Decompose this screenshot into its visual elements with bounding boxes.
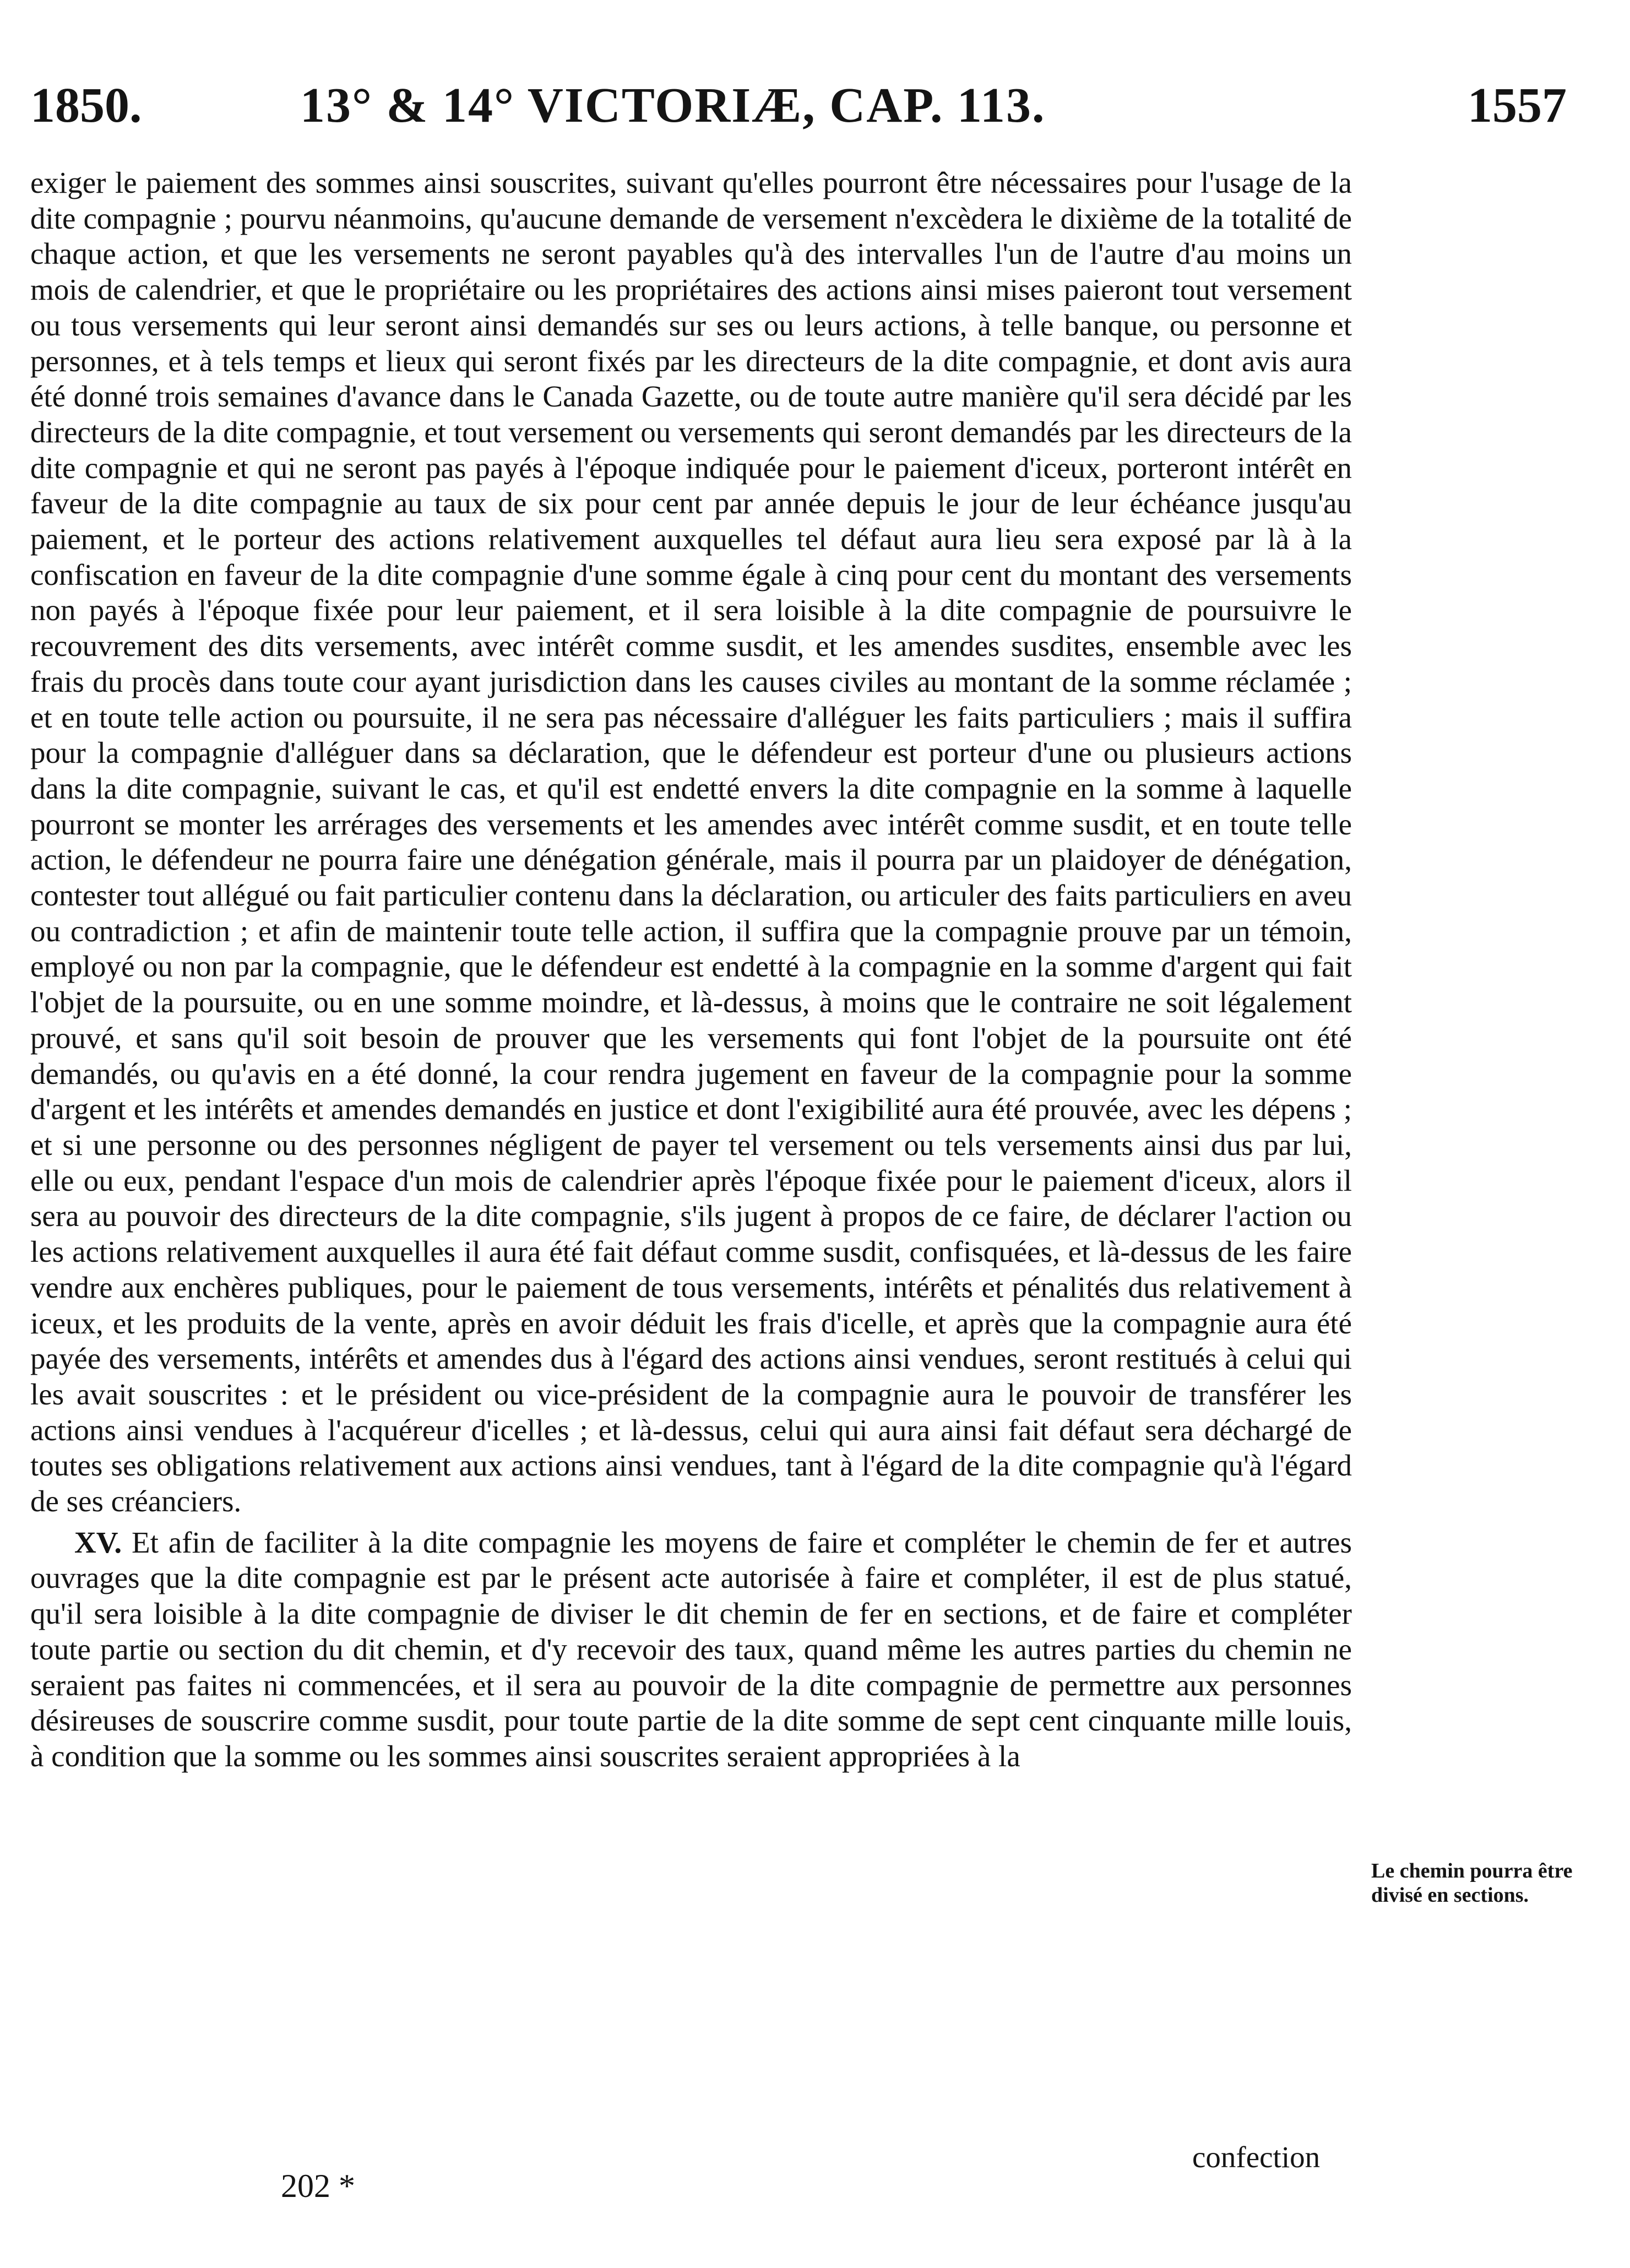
header-year: 1850.	[30, 78, 142, 133]
running-header	[30, 77, 1567, 143]
body-text	[30, 165, 1352, 1775]
header-title: 13° & 14° VICTORIÆ, CAP. 113.	[300, 78, 1046, 133]
page-number: 1557	[1468, 78, 1567, 133]
margin-note: Le chemin pourra être divisé en sections.	[1371, 1859, 1573, 1907]
catchword: confection	[1192, 2140, 1321, 2174]
section-text: Et afin de faciliter à la dite compagnie les moyens de faire et compléter le chemin de fer et autres ouvrages que la dite compagnie est par le présent acte autorisée à faire et compléter, il est de plus statué, qu'il sera loisible à la dite compagnie de diviser le dit chemin de fer en sections, et de faire et compléter toute partie ou section du dit chemin, et d'y recevoir des taux, quand même les autres parties du chemin ne seraient pas faites ni commencées, et il sera au pouvoir de la dite compagnie de permettre aux personnes désireuses de souscrire comme susdit, pour toute partie de la dite somme de sept cent cinquante mille louis, à condition que la somme ou les sommes ainsi souscrites seraient appropriées à la	[30, 1525, 1352, 1773]
section-number: XV.	[74, 1525, 122, 1559]
signature-mark: 202 *	[281, 2168, 355, 2204]
paragraph: exiger le paiement des sommes ainsi souscrites, suivant qu'elles pourront être nécessaires pour l'usage de la dite compagnie ; pourvu néanmoins, qu'aucune demande de versement n'excèdera le dixième de la totalité de chaque action, et que les versements ne seront payables qu'à des intervalles l'un de l'autre d'au moins un mois de calendrier, et que le propriétaire ou les propriétaires des actions ainsi mises paieront tout versement ou tous versements qui leur seront ainsi demandés sur ses ou leurs actions, à telle banque, ou personne et personnes, et à tels temps et lieux qui seront fixés par les directeurs de la dite compagnie, et dont avis aura été donné trois semaines d'avance dans le Canada Gazette, ou de toute autre manière qu'il sera décidé par les directeurs de la dite compagnie, et tout versement ou versements qui seront demandés par les directeurs de la dite compagnie et qui ne seront pas payés à l'époque indiquée pour le paiement d'iceux, porteront intérêt en faveur de la dite compagnie au taux de six pour cent par année depuis le jour de leur échéance jusqu'au paiement, et le porteur des actions relativement auxquelles tel défaut aura lieu sera exposé par là à la confiscation en faveur de la dite compagnie d'une somme égale à cinq pour cent du montant des versements non payés à l'époque fixée pour leur paiement, et il sera loisible à la dite compagnie de poursuivre le recouvrement des dits versements, avec intérêt comme susdit, et les amendes susdites, ensemble avec les frais du procès dans toute cour ayant jurisdiction dans les causes civiles au montant de la somme réclamée ; et en toute telle action ou poursuite, il ne sera pas nécessaire d'alléguer les faits particuliers ; mais il suffira pour la compagnie d'alléguer dans sa déclaration, que le défendeur est porteur d'une ou plusieurs actions dans la dite compagnie, suivant le cas, et qu'il est endetté envers la dite compagnie en la somme à laquelle pourront se monter les arrérages des versements et les amendes avec intérêt comme susdit, et en toute telle action, le défendeur ne pourra faire une dénégation générale, mais il pourra par un plaidoyer de dénégation, contester tout allégué ou fait particulier contenu dans la déclaration, ou articuler des faits particuliers en aveu ou contradiction ; et afin de maintenir toute telle action, il suffira que la compagnie prouve par un témoin, employé ou non par la compagnie, que le défendeur est endetté à la compagnie en la somme d'argent qui fait l'objet de la poursuite, ou en une somme moindre, et là-dessus, à moins que le contraire ne soit légalement prouvé, et sans qu'il soit besoin de prouver que les versements qui font l'objet de la poursuite ont été demandés, ou qu'avis en a été donné, la cour rendra jugement en faveur de la compagnie pour la somme d'argent et les intérêts et amendes demandés en justice et dont l'exigibilité aura été prouvée, avec les dépens ; et si une personne ou des personnes négligent de payer tel versement ou tels versements ainsi dus par lui, elle ou eux, pendant l'espace d'un mois de calendrier après l'époque fixée pour le paiement d'iceux, alors il sera au pouvoir des directeurs de la dite compagnie, s'ils jugent à propos de ce faire, de déclarer l'action ou les actions relativement auxquelles il aura été fait défaut comme susdit, confisquées, et là-dessus de les faire vendre aux enchères publiques, pour le paiement de tous versements, intérêts et pénalités dus relativement à iceux, et les produits de la vente, après en avoir déduit les frais d'icelle, et après que la compagnie aura été payée des versements, intérêts et amendes dus à l'égard des actions ainsi vendues, seront restitués à celui qui les avait souscrites : et le président ou vice-président de la compagnie aura le pouvoir de transférer les actions ainsi vendues à l'acquéreur d'icelles ; et là-dessus, celui qui aura ainsi fait défaut sera déchargé de toutes ses obligations relativement aux actions ainsi vendues, tant à l'égard de la dite compagnie qu'à l'égard de ses créanciers.	[30, 166, 1352, 1518]
section-paragraph	[30, 1525, 1352, 1775]
